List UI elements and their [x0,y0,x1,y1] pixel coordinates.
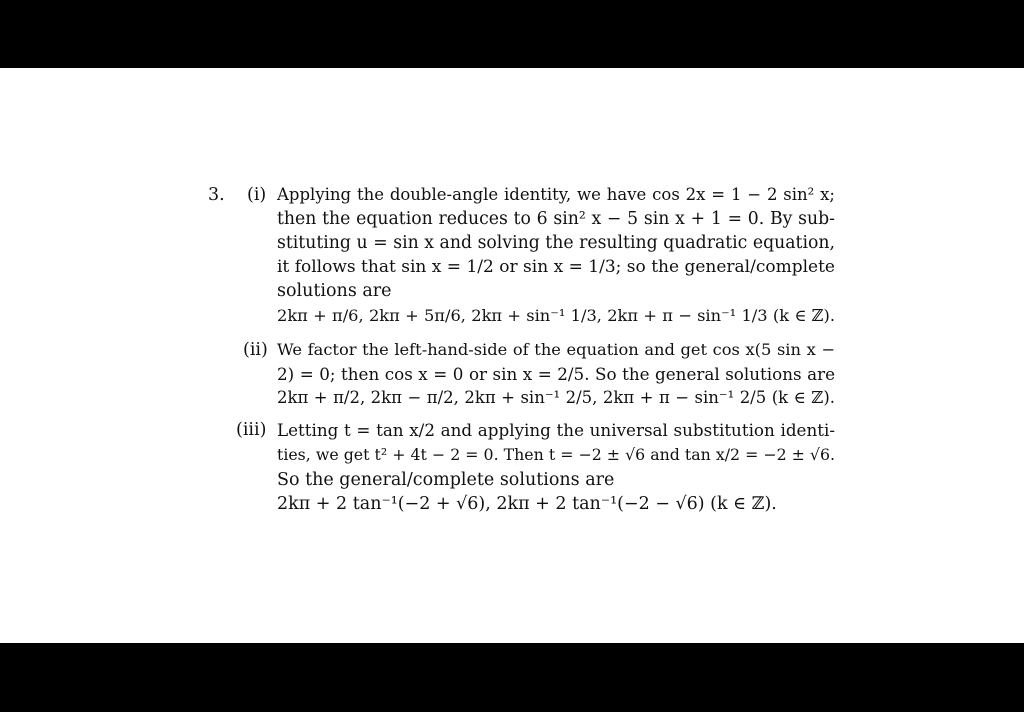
solution-block [0,68,1024,643]
part-iii-marker: (iii) [236,420,267,440]
part-i-marker: (i) [247,185,267,205]
part-ii-marker: (ii) [243,340,268,360]
part-iii-line-1: Letting t = tan x/2 and applying the universal substitution identi- [277,420,835,440]
problem-number: 3. [208,185,225,205]
part-ii-line-1: We factor the left-hand-side of the equation and get cos x(5 sin x − [277,340,835,359]
part-i-solutions: 2kπ + π/6, 2kπ + 5π/6, 2kπ + sin⁻¹ 1/3, 2kπ + π − sin⁻¹ 1/3 (k ∈ ℤ). [277,306,835,325]
part-i-line-4: it follows that sin x = 1/2 or sin x = 1/3; so the general/complete [277,257,835,277]
part-i-line-2: then the equation reduces to 6 sin² x − 5 sin x + 1 = 0. By sub- [277,209,835,229]
part-ii-solutions: 2kπ + π/2, 2kπ − π/2, 2kπ + sin⁻¹ 2/5, 2kπ + π − sin⁻¹ 2/5 (k ∈ ℤ). [277,388,835,407]
document-page [0,68,1024,643]
part-ii-line-2: 2) = 0; then cos x = 0 or sin x = 2/5. So the general solutions are [277,364,835,384]
part-i-line-1: Applying the double-angle identity, we have cos 2x = 1 − 2 sin² x; [277,185,835,204]
part-iii-line-2: ties, we get t² + 4t − 2 = 0. Then t = −2 ± √6 and tan x/2 = −2 ± √6. [277,445,835,464]
part-i-line-3: stituting u = sin x and solving the resulting quadratic equation, [277,233,835,253]
part-iii-line-3: So the general/complete solutions are [277,470,615,490]
part-iii-solutions: 2kπ + 2 tan⁻¹(−2 + √6), 2kπ + 2 tan⁻¹(−2 − √6) (k ∈ ℤ). [277,494,777,514]
part-i-line-5: solutions are [277,281,392,301]
